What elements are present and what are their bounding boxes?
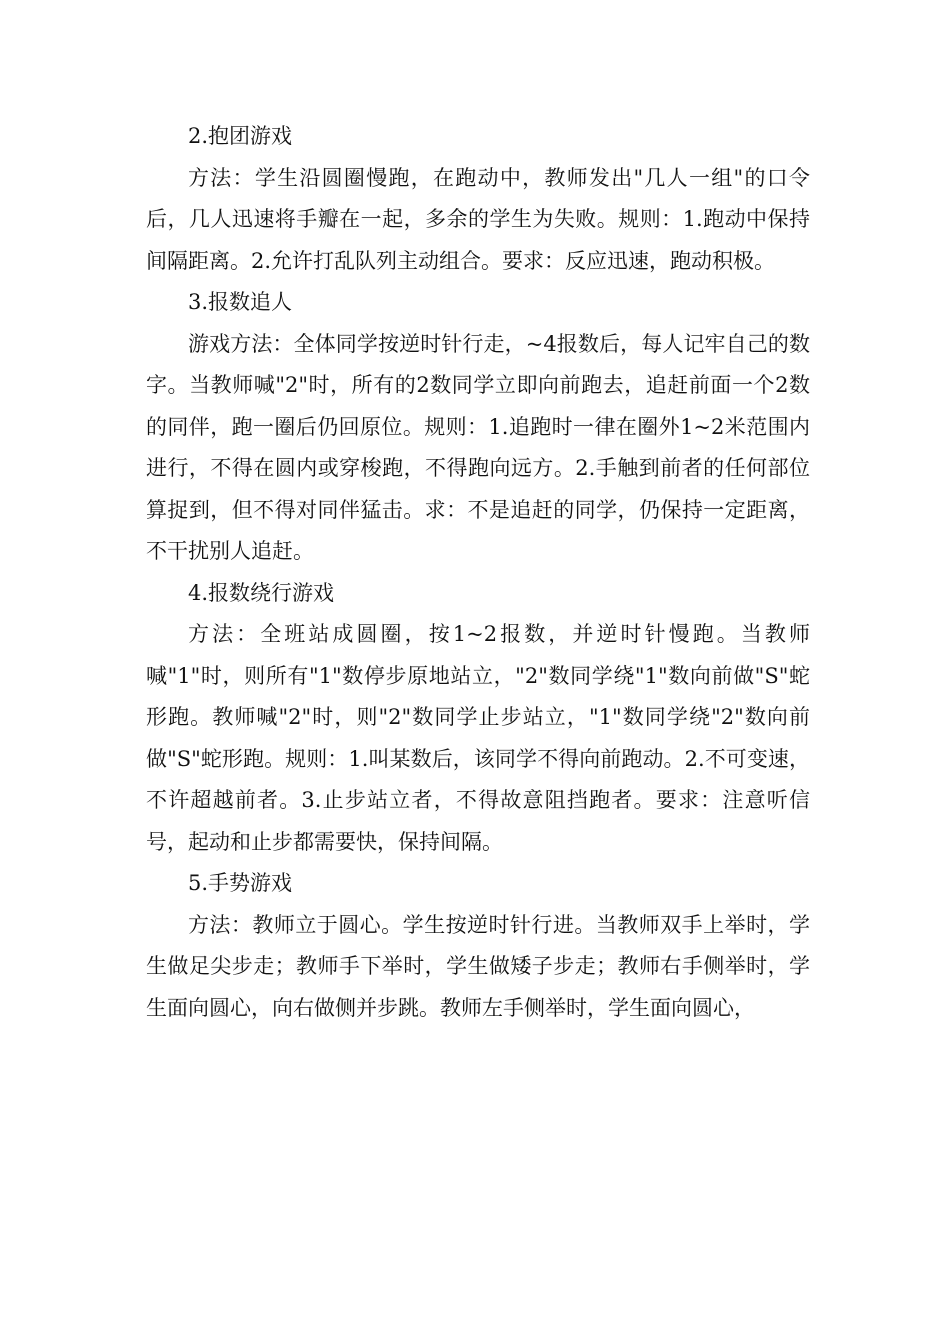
section-heading-3: 4.报数绕行游戏 [188,580,335,605]
document-body [146,116,810,1029]
section-heading-1: 2.抱团游戏 [188,124,293,148]
section-body-3: 方法：全班站成圆圈，按1~2报数，并逆时针慢跑。当教师喊"1"时，则所有"1"数停步原地站立，"2"数同学绕"1"数向前做"S"蛇形跑。教师喊"2"时，则"2"数同学止步站立，"1"数同学绕"2"数向前做"S"蛇形跑。规则：1.叫某数后，该同学不得向前跑动。2.不可变速，不许超越前者。3.止步站立者，不得故意阻挡跑者。要求：注意听信号，起动和止步都需要快，保持间隔。 [146,622,810,854]
section-body-1: 方法：学生沿圆圈慢跑，在跑动中，教师发出"几人一组"的口令后，几人迅速将手瓣在一起，多余的学生为失败。规则：1.跑动中保持间隔距离。2.允许打乱队列主动组合。要求：反应迅速，跑动积极。 [146,165,810,273]
section-body-2: 游戏方法：全体同学按逆时针行走，~4报数后，每人记牢自己的数字。当教师喊"2"时，所有的2数同学立即向前跑去，追赶前面一个2数的同伴，跑一圈后仍回原位。规则：1.追跑时一律在圈外1~2米范围内进行，不得在圆内或穿梭跑，不得跑向远方。2.手触到前者的任何部位算捉到，但不得对同伴猛击。求：不是追赶的同学，仍保持一定距离，不干扰别人追赶。 [146,331,810,563]
section-body-4: 方法：教师立于圆心。学生按逆时针行进。当教师双手上举时，学生做足尖步走；教师手下举时，学生做矮子步走；教师右手侧举时，学生面向圆心，向右做侧并步跳。教师左手侧举时，学生面向圆心， [146,912,810,1020]
section-heading-4: 5.手势游戏 [188,871,293,895]
section-heading-2: 3.报数追人 [188,290,293,314]
